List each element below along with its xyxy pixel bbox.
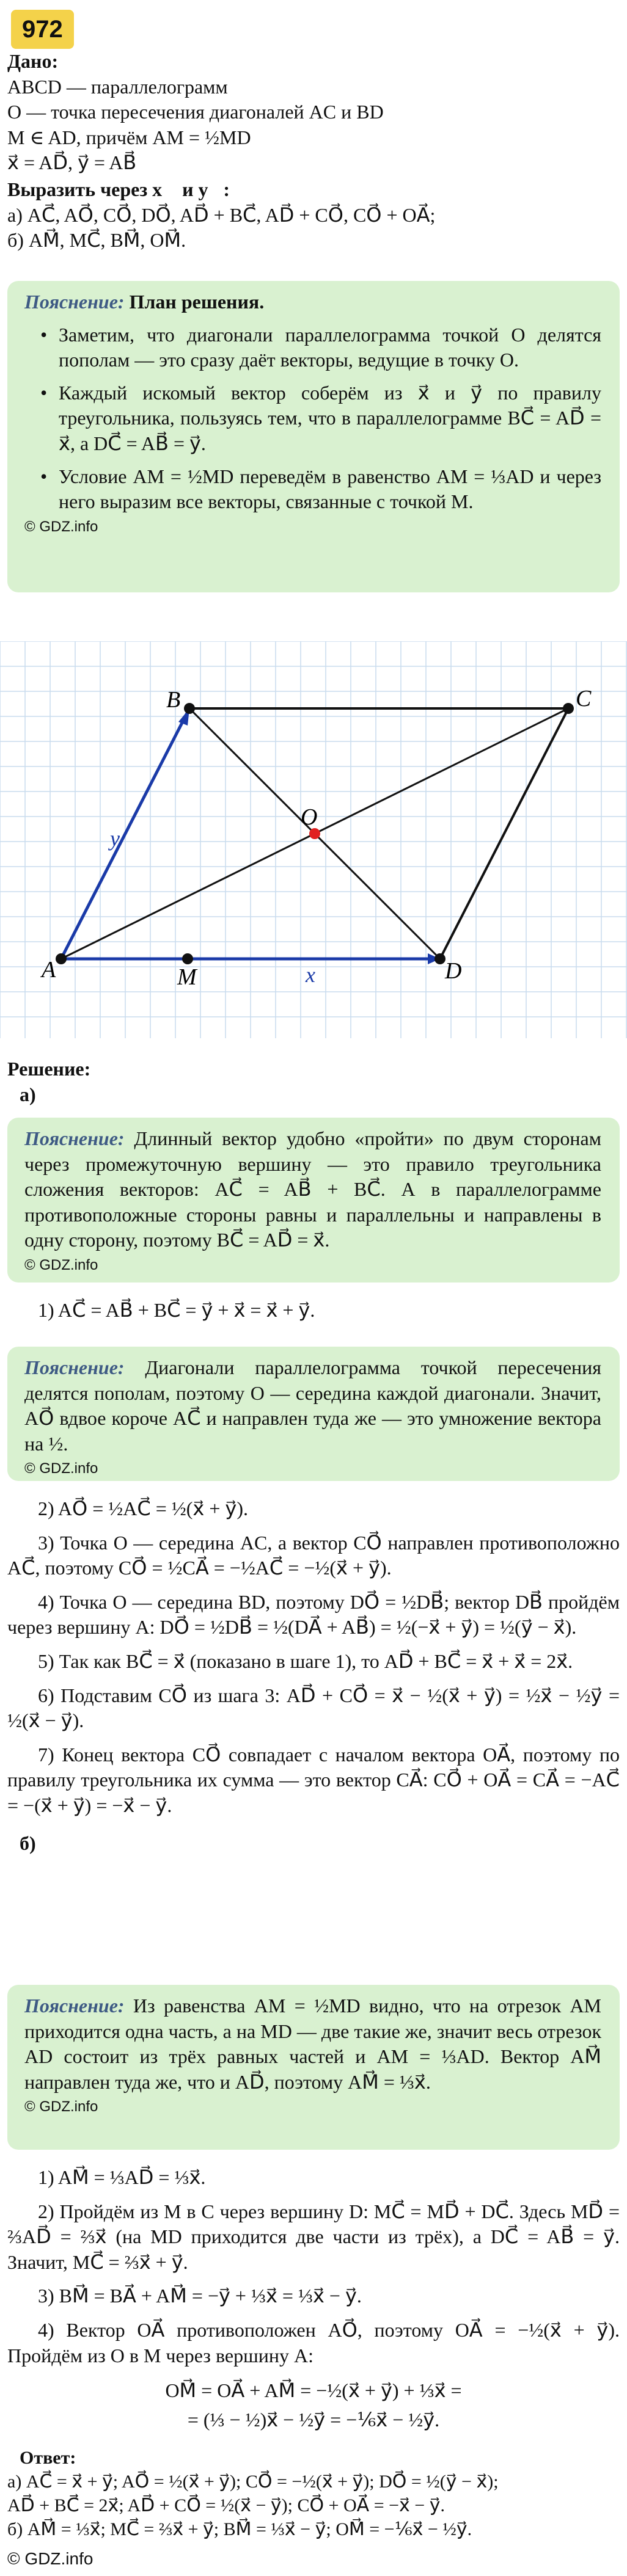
express-b: б) AM⃗, MC⃗, BM⃗, OM⃗. (7, 229, 186, 252)
answer-block (7, 2446, 620, 2541)
step-text: 1) AC⃗ = AB⃗ + BC⃗ = y⃗ + x⃗ = x⃗ + y⃗. (38, 1299, 315, 1321)
given-block (7, 49, 620, 176)
point-b (184, 703, 195, 714)
task-number-badge: 972 (11, 10, 74, 49)
gdz-credit: © GDZ.info (24, 2098, 98, 2116)
note-label: Пояснение: (24, 1127, 125, 1149)
plan-title: План решения. (129, 291, 265, 313)
part-b-label: б) (20, 1832, 36, 1854)
plan-bullet: • Каждый искомый вектор соберём из x⃗ и y⃗ по правилу треугольника, пользуясь тем, что в параллелограмме BC⃗ = AD⃗ = x⃗, а DC⃗ = AB⃗ = y⃗. (24, 380, 601, 457)
note-box (7, 1347, 620, 1481)
plan-label: Пояснение: (24, 291, 125, 313)
label-c: C (576, 686, 592, 711)
express-a: а) AC⃗, AO⃗, CO⃗, DO⃗, AD⃗ + BC⃗, AD⃗ + CO⃗, CO⃗ + OA⃗; (7, 203, 436, 226)
steps-a (7, 1496, 620, 1856)
steps-b (7, 2165, 620, 2432)
given-line: O — точка пересечения диагоналей AC и BD (7, 101, 384, 123)
label-a: A (42, 957, 56, 983)
note-text: Длинный вектор удобно «пройти» по двум сторонам через промежуточную вершину — это правило треугольника сложения векторов: AC⃗ = AB⃗ + BC⃗. А в параллелограмме противоположные стороны равны и параллельны и направлены в одну сторону, поэтому BC⃗ = AD⃗ = x⃗. (24, 1127, 601, 1251)
answer-line: б) AM⃗ = ⅓x⃗; MC⃗ = ⅔x⃗ + y⃗; BM⃗ = ⅓x⃗ − y⃗; OM⃗ = −⅙x⃗ − ½y⃗. (7, 2519, 472, 2539)
point-m (182, 953, 193, 964)
step-text: 2) Пройдём из M в C через вершину D: MC⃗ = MD⃗ + DC⃗. Здесь MD⃗ = ⅔AD⃗ = ⅔x⃗ (на MD приходится две части из трёх), а DC⃗ = AB⃗ = y⃗. Значит, MC⃗ = ⅔x⃗ + y⃗. (7, 2200, 620, 2273)
part-a-label: а) (20, 1083, 36, 1105)
step-text: 5) Так как BC⃗ = x⃗ (показано в шаге 1), то AD⃗ + BC⃗ = x⃗ + x⃗ = 2x⃗. (38, 1650, 573, 1672)
step-text: 2) AO⃗ = ½AC⃗ = ½(x⃗ + y⃗). (38, 1497, 248, 1519)
label-m: M (177, 964, 197, 990)
step-text: 1) AM⃗ = ⅓AD⃗ = ⅓x⃗. (38, 2166, 206, 2188)
formula-line: = (⅓ − ½)x⃗ − ½y⃗ = −⅙x⃗ − ½y⃗. (187, 2408, 440, 2431)
given-line: x⃗ = AD⃗, y⃗ = AB⃗ (7, 151, 137, 174)
step-text: 4) Точка O — середина BD, поэтому DO⃗ = ½DB⃗; вектор DB⃗ пройдём через вершину A: DO⃗ = ½DB⃗ = ½(DA⃗ + AB⃗) = ½(−x⃗ + y⃗) = ½(y⃗ − x⃗). (7, 1590, 620, 1639)
parallelogram-figure (0, 641, 627, 1038)
step-text: 3) Точка O — середина AC, а вектор CO⃗ направлен противоположно AC⃗, поэтому CO⃗ = ½CA⃗ = −½AC⃗ = −½(x⃗ + y⃗). (7, 1531, 620, 1579)
label-vector-x: x⃗ (306, 962, 332, 987)
label-b: B (166, 687, 181, 713)
plan-bullet: • Условие AM = ½MD переведём в равенство AM = ⅓AD и через него выразим все векторы, связанные с точкой M. (24, 464, 601, 515)
point-d (435, 953, 446, 964)
note-text: Диагонали параллелограмма точкой пересечения делятся пополам, поэтому O — середина каждой диагонали. Значит, AO⃗ вдвое короче AC⃗ и направлен туда же — это умножение вектора на ½. (24, 1356, 601, 1455)
note-label: Пояснение: (24, 1995, 125, 2017)
footer-credit: © GDZ.info (7, 2549, 94, 2568)
step-text: 3) BM⃗ = BA⃗ + AM⃗ = −y⃗ + ⅓x⃗ = ⅓x⃗ − y⃗. (38, 2285, 362, 2307)
label-o: O (301, 804, 318, 830)
answer-line: а) AC⃗ = x⃗ + y⃗; AO⃗ = ½(x⃗ + y⃗); CO⃗ = −½(x⃗ + y⃗); DO⃗ = ½(y⃗ − x⃗); (7, 2472, 499, 2492)
given-line: ABCD — параллелограмм (7, 75, 228, 98)
answer-line: AD⃗ + BC⃗ = 2x⃗; AD⃗ + CO⃗ = ½(x⃗ − y⃗); CO⃗ + OA⃗ = −x⃗ − y⃗. (7, 2495, 445, 2516)
point-c (563, 703, 574, 714)
plan-bullet: • Заметим, что диагонали параллелограмма точкой O делятся пополам — это сразу даёт векторы, ведущие в точку O. (24, 322, 601, 373)
plan-box (7, 281, 620, 592)
gdz-credit: © GDZ.info (24, 1460, 98, 1477)
formula-line: OM⃗ = OA⃗ + AM⃗ = −½(x⃗ + y⃗) + ⅓x⃗ = (165, 2379, 462, 2402)
label-vector-y: y⃗ (110, 826, 137, 851)
point-a (56, 953, 67, 964)
given-line: M ∈ AD, причём AM = ½MD (7, 126, 251, 148)
step-text: 4) Вектор OA⃗ противоположен AO⃗, поэтому OA⃗ = −½(x⃗ + y⃗). Пройдём из O в M через вершину A: (7, 2318, 620, 2367)
given-title: Дано: (7, 50, 59, 72)
express-title: Выразить через x⃗ и y⃗: (7, 178, 230, 200)
express-block (7, 177, 620, 253)
step-1 (7, 1298, 620, 1323)
gdz-credit: © GDZ.info (24, 518, 98, 535)
side-cd (440, 708, 568, 959)
note-box (7, 1985, 620, 2150)
solution-header (7, 1057, 620, 1107)
answer-title: Ответ: (20, 2448, 76, 2468)
step-text: 7) Конец вектора CO⃗ совпадает с началом вектора OA⃗, поэтому по правилу треугольника их сумма — это вектор CA⃗: CO⃗ + OA⃗ = CA⃗ = −AC⃗ = −(x⃗ + y⃗) = −x⃗ − y⃗. (7, 1743, 620, 1816)
note-text: Из равенства AM = ½MD видно, что на отрезок AM приходится одна часть, а на MD — две такие же, значит весь отрезок AD состоит из трёх равных частей и AM = ⅓AD. Вектор AM⃗ направлен туда же, что и AD⃗, поэтому AM⃗ = ⅓x⃗. (24, 1995, 601, 2093)
note-label: Пояснение: (24, 1356, 125, 1378)
gdz-credit: © GDZ.info (24, 1256, 98, 1273)
note-box (7, 1118, 620, 1283)
solution-title: Решение: (7, 1058, 91, 1080)
step-text: 6) Подставим CO⃗ из шага 3: AD⃗ + CO⃗ = x⃗ − ½(x⃗ + y⃗) = ½x⃗ − ½y⃗ = ½(x⃗ − y⃗). (7, 1684, 620, 1732)
label-d: D (445, 958, 462, 984)
